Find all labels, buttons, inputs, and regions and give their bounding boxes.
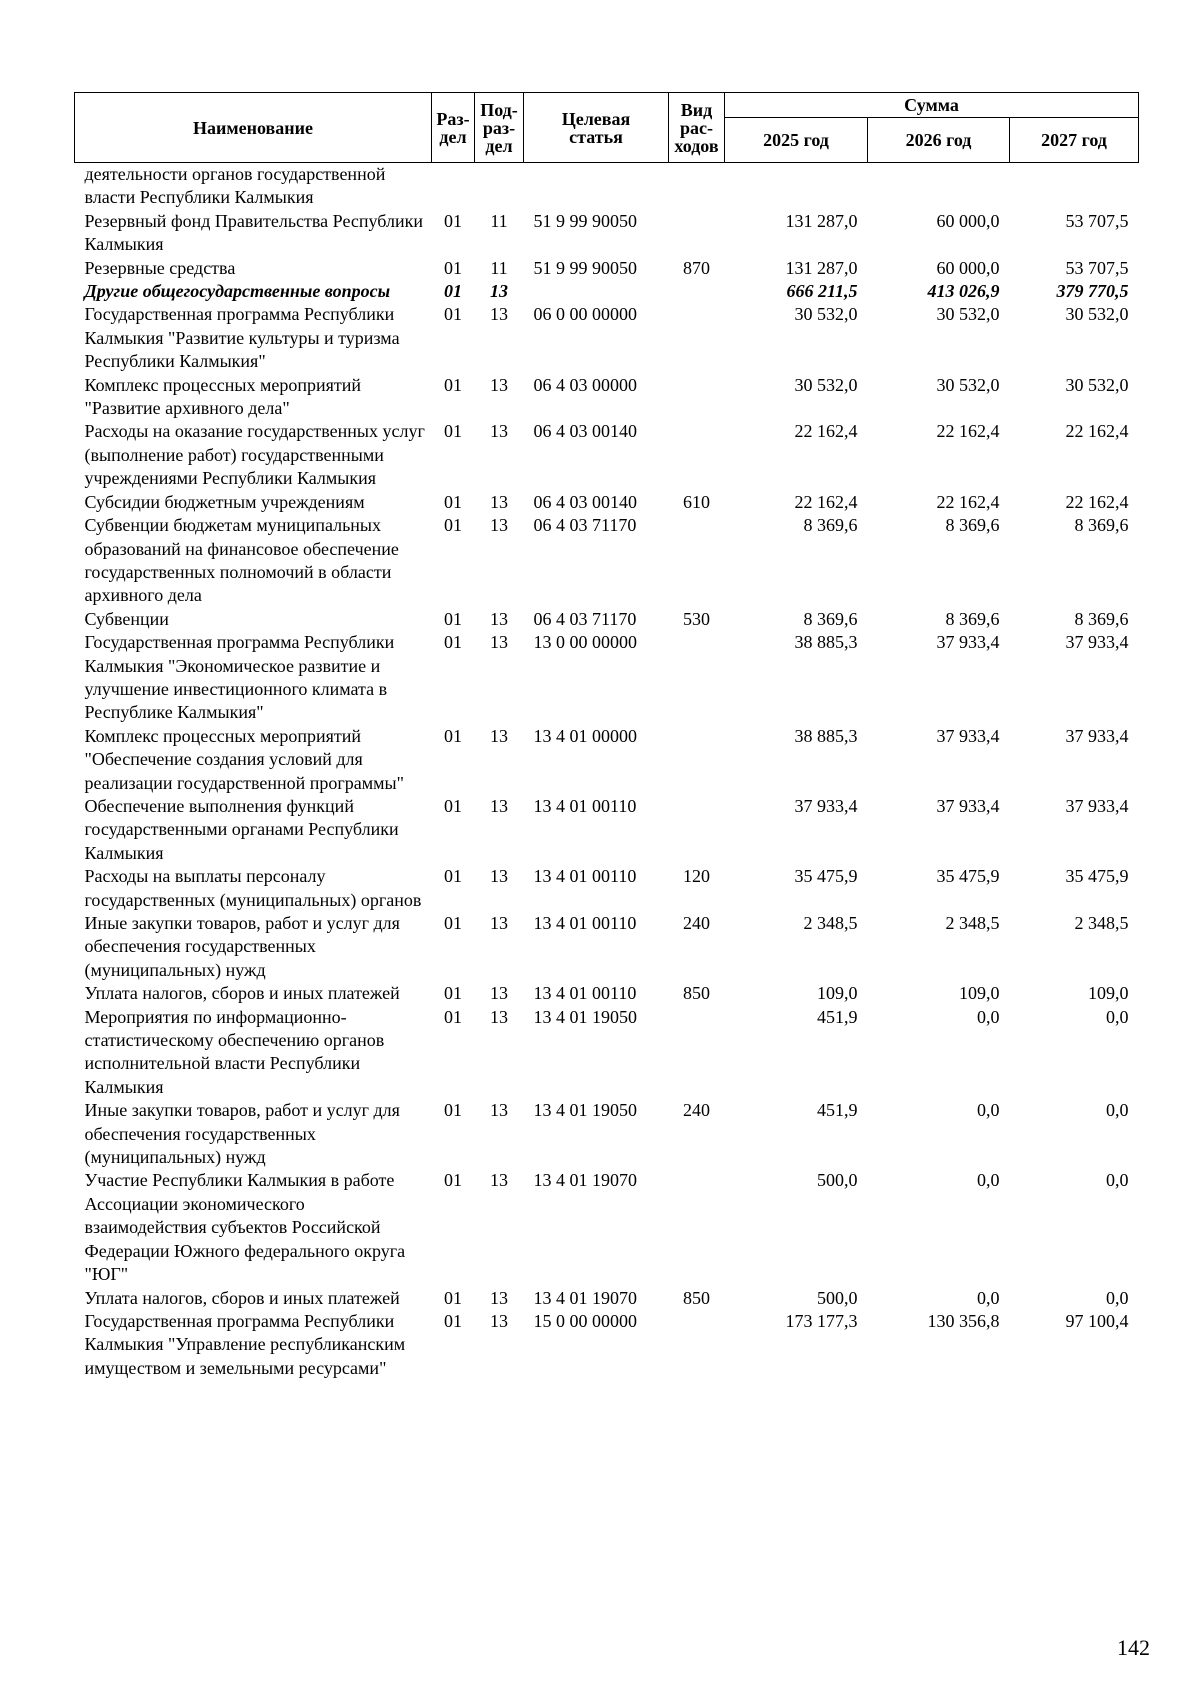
cell-name: Расходы на оказание государственных услуг (выполнение работ) государственными учреждениями Республики Калмыкия — [84, 421, 425, 489]
table-row — [75, 514, 1139, 608]
cell-celevaya-statya — [524, 280, 669, 303]
cell-vid-rashodov — [669, 374, 725, 421]
cell-name: Иные закупки товаров, работ и услуг для обеспечения государственных (муниципальных) нужд — [84, 913, 400, 980]
cell-name: Уплата налогов, сборов и иных платежей — [84, 1287, 400, 1308]
cell-celevaya-statya: 13 4 01 00110 — [533, 795, 637, 816]
cell-razdel: 01 — [444, 257, 462, 278]
cell-2025: 38 885,3 — [794, 725, 858, 746]
cell-2027: 0,0 — [1106, 1170, 1129, 1191]
cell-name: Другие общегосударственные вопросы — [84, 281, 391, 302]
cell-vid-rashodov: 850 — [683, 983, 710, 1004]
cell-podrazdel: 13 — [490, 304, 508, 325]
cell-2027: 8 369,6 — [1074, 515, 1129, 536]
cell-name: Резервный фонд Правительства Республики Калмыкия — [84, 210, 423, 255]
table-row — [75, 163, 1139, 210]
cell-name: Мероприятия по информационно-статистическому обеспечению органов исполнительной власти Республики Калмыкия — [84, 1006, 385, 1097]
table-row — [75, 1006, 1139, 1100]
cell-2027: 0,0 — [1106, 1100, 1129, 1121]
cell-name: Комплекс процессных мероприятий "Обеспечение создания условий для реализации государственной программы" — [84, 725, 404, 793]
cell-razdel: 01 — [444, 421, 462, 442]
cell-podrazdel: 13 — [490, 725, 508, 746]
cell-podrazdel: 13 — [490, 374, 508, 395]
cell-2026: 22 162,4 — [936, 421, 1000, 442]
cell-razdel: 01 — [444, 491, 462, 512]
cell-2027: 37 933,4 — [1065, 795, 1129, 816]
cell-2027: 30 532,0 — [1065, 304, 1129, 325]
cell-name: Участие Республики Калмыкия в работе Ассоциации экономического взаимодействия субъектов Российской Федерации Южного федерального округа "ЮГ" — [84, 1170, 406, 1285]
budget-table — [74, 92, 1139, 1380]
cell-vid-rashodov — [669, 210, 725, 257]
table-row — [75, 1169, 1139, 1286]
cell-vid-rashodov: 530 — [683, 608, 710, 629]
cell-celevaya-statya: 13 4 01 19050 — [533, 1006, 637, 1027]
cell-razdel: 01 — [444, 1006, 462, 1027]
cell-razdel: 01 — [444, 1170, 462, 1191]
table-row — [75, 210, 1139, 257]
cell-celevaya-statya: 06 4 03 00000 — [533, 374, 637, 395]
cell-podrazdel — [475, 163, 524, 210]
cell-2026: 0,0 — [977, 1100, 1000, 1121]
cell-2026: 0,0 — [977, 1287, 1000, 1308]
cell-podrazdel: 13 — [490, 913, 508, 933]
table-row — [75, 608, 1139, 631]
cell-2027: 35 475,9 — [1065, 866, 1129, 887]
cell-vid-rashodov — [669, 795, 725, 865]
table-row — [75, 374, 1139, 421]
table-row — [75, 1287, 1139, 1310]
cell-razdel: 01 — [444, 725, 462, 746]
header-razdel: Раз- дел — [432, 93, 475, 163]
cell-2027: 0,0 — [1106, 1006, 1129, 1027]
cell-podrazdel: 13 — [490, 515, 508, 536]
header-podrazdel: Под- раз- дел — [475, 93, 524, 163]
cell-2025: 35 475,9 — [794, 866, 858, 887]
cell-vid-rashodov — [669, 163, 725, 210]
cell-2027: 30 532,0 — [1065, 374, 1129, 395]
cell-celevaya-statya: 13 4 01 00110 — [533, 913, 637, 933]
cell-vid-rashodov — [669, 1169, 725, 1286]
cell-2026: 22 162,4 — [936, 491, 1000, 512]
cell-2025: 131 287,0 — [785, 210, 858, 231]
cell-vid-rashodov: 120 — [683, 866, 710, 887]
cell-celevaya-statya: 13 0 00 00000 — [533, 632, 637, 653]
table-row — [75, 280, 1139, 303]
cell-razdel: 01 — [444, 515, 462, 536]
cell-vid-rashodov — [669, 420, 725, 490]
table-row — [75, 912, 1139, 982]
header-name: Наименование — [75, 93, 432, 163]
cell-podrazdel: 13 — [490, 1006, 508, 1027]
cell-name: Субвенции бюджетам муниципальных образований на финансовое обеспечение государственных полномочий в области архивного дела — [84, 515, 399, 606]
cell-name: Государственная программа Республики Калмыкия "Экономическое развитие и улучшение инвестиционного климата в Республике Калмыкия" — [84, 632, 395, 723]
table-row — [75, 1099, 1139, 1169]
cell-2026: 0,0 — [977, 1170, 1000, 1191]
cell-2027: 22 162,4 — [1065, 491, 1129, 512]
cell-2025: 131 287,0 — [785, 257, 858, 278]
table-row — [75, 491, 1139, 514]
cell-vid-rashodov: 850 — [683, 1287, 710, 1308]
cell-podrazdel: 13 — [490, 866, 508, 887]
cell-vid-rashodov — [669, 1006, 725, 1100]
cell-razdel — [432, 163, 475, 210]
cell-2025: 2 348,5 — [803, 913, 858, 933]
cell-podrazdel: 13 — [490, 1170, 508, 1191]
cell-2027: 109,0 — [1088, 983, 1129, 1004]
cell-podrazdel: 13 — [490, 1310, 508, 1331]
cell-razdel: 01 — [444, 374, 462, 395]
cell-vid-rashodov — [669, 631, 725, 725]
table-row — [75, 420, 1139, 490]
cell-2026: 60 000,0 — [936, 257, 1000, 278]
cell-2025: 451,9 — [817, 1100, 858, 1121]
cell-celevaya-statya: 06 4 03 00140 — [533, 421, 637, 442]
cell-podrazdel: 13 — [490, 1100, 508, 1121]
cell-name: Обеспечение выполнения функций государственными органами Республики Калмыкия — [84, 795, 399, 863]
cell-razdel: 01 — [444, 983, 462, 1004]
cell-2025: 22 162,4 — [794, 421, 858, 442]
cell-2025: 109,0 — [817, 983, 858, 1004]
table-row — [75, 1310, 1139, 1380]
cell-2027: 0,0 — [1106, 1287, 1129, 1308]
cell-celevaya-statya: 51 9 99 90050 — [533, 257, 637, 278]
cell-vid-rashodov — [669, 514, 725, 608]
cell-2025: 38 885,3 — [794, 632, 858, 653]
cell-podrazdel: 11 — [490, 257, 508, 278]
cell-podrazdel: 13 — [490, 491, 508, 512]
cell-2025 — [725, 163, 868, 210]
cell-2026: 30 532,0 — [936, 374, 1000, 395]
cell-2026: 60 000,0 — [936, 210, 1000, 231]
cell-celevaya-statya: 13 4 01 19070 — [533, 1287, 637, 1308]
table-row — [75, 795, 1139, 865]
header-vid-rashodov: Вид рас- ходов — [669, 93, 725, 163]
cell-celevaya-statya: 13 4 01 19050 — [533, 1100, 637, 1121]
cell-celevaya-statya: 06 4 03 00140 — [533, 491, 637, 512]
cell-name: Комплекс процессных мероприятий "Развитие архивного дела" — [84, 374, 362, 419]
cell-2026: 8 369,6 — [945, 515, 1000, 536]
cell-podrazdel: 11 — [490, 210, 508, 231]
cell-vid-rashodov: 610 — [683, 491, 710, 512]
cell-celevaya-statya: 06 4 03 71170 — [533, 608, 637, 629]
cell-podrazdel: 13 — [490, 632, 508, 653]
table-row — [75, 982, 1139, 1005]
cell-razdel: 01 — [444, 608, 462, 629]
cell-celevaya-statya: 51 9 99 90050 — [533, 210, 637, 231]
cell-razdel: 01 — [444, 632, 462, 653]
cell-2027 — [1010, 163, 1139, 210]
cell-2026: 0,0 — [977, 1006, 1000, 1027]
cell-name: Субвенции — [84, 608, 169, 629]
cell-2026: 30 532,0 — [936, 304, 1000, 325]
cell-celevaya-statya: 06 0 00 00000 — [533, 304, 637, 325]
cell-2026: 37 933,4 — [936, 632, 1000, 653]
cell-vid-rashodov — [669, 1310, 725, 1380]
cell-vid-rashodov: 240 — [683, 913, 710, 933]
cell-name: Иные закупки товаров, работ и услуг для обеспечения государственных (муниципальных) нужд — [84, 1100, 400, 1168]
cell-2025: 500,0 — [817, 1287, 858, 1308]
cell-2026: 37 933,4 — [936, 795, 1000, 816]
cell-2026: 413 026,9 — [927, 281, 1000, 302]
cell-podrazdel: 13 — [490, 1287, 508, 1308]
cell-razdel: 01 — [444, 1310, 462, 1331]
cell-celevaya-statya: 13 4 01 19070 — [533, 1170, 637, 1191]
cell-razdel: 01 — [444, 795, 462, 816]
cell-name: Уплата налогов, сборов и иных платежей — [84, 983, 400, 1004]
table-row — [75, 631, 1139, 725]
cell-2025: 8 369,6 — [803, 515, 858, 536]
cell-2025: 30 532,0 — [794, 304, 858, 325]
cell-razdel: 01 — [444, 304, 462, 325]
table-header — [75, 93, 1139, 163]
cell-2027: 37 933,4 — [1065, 725, 1129, 746]
cell-2026: 130 356,8 — [927, 1310, 1000, 1331]
cell-celevaya-statya: 13 4 01 00000 — [533, 725, 637, 746]
cell-2026: 37 933,4 — [936, 725, 1000, 746]
cell-razdel: 01 — [444, 866, 462, 887]
header-year-2025: 2025 год — [725, 118, 868, 163]
cell-vid-rashodov — [669, 303, 725, 373]
cell-podrazdel: 13 — [490, 608, 508, 629]
table-row — [75, 865, 1139, 912]
cell-2026: 109,0 — [959, 983, 1000, 1004]
cell-2027: 379 770,5 — [1056, 281, 1129, 302]
cell-2025: 8 369,6 — [803, 608, 858, 629]
cell-razdel: 01 — [444, 210, 462, 231]
cell-name: Расходы на выплаты персоналу государственных (муниципальных) органов — [84, 866, 422, 910]
table-row — [75, 257, 1139, 280]
cell-2027: 8 369,6 — [1074, 608, 1129, 629]
cell-2026 — [868, 163, 1010, 210]
cell-2026: 2 348,5 — [945, 913, 1000, 933]
cell-2025: 30 532,0 — [794, 374, 858, 395]
cell-2027: 22 162,4 — [1065, 421, 1129, 442]
cell-2027: 53 707,5 — [1065, 257, 1129, 278]
cell-2025: 666 211,5 — [786, 281, 858, 302]
cell-celevaya-statya: 06 4 03 71170 — [533, 515, 637, 536]
cell-2027: 37 933,4 — [1065, 632, 1129, 653]
table-body — [75, 163, 1139, 1381]
cell-2025: 451,9 — [817, 1006, 858, 1027]
cell-celevaya-statya: 15 0 00 00000 — [533, 1310, 637, 1331]
cell-2027: 97 100,4 — [1065, 1310, 1129, 1331]
header-summa: Сумма — [725, 93, 1139, 118]
cell-razdel: 01 — [444, 281, 462, 302]
table-row — [75, 303, 1139, 373]
table-row — [75, 725, 1139, 795]
cell-celevaya-statya: 13 4 01 00110 — [533, 866, 637, 887]
cell-2025: 37 933,4 — [794, 795, 858, 816]
cell-2025: 22 162,4 — [794, 491, 858, 512]
cell-2027: 2 348,5 — [1074, 913, 1129, 933]
cell-name: деятельности органов государственной власти Республики Калмыкия — [84, 164, 386, 208]
cell-podrazdel: 13 — [490, 795, 508, 816]
cell-2025: 500,0 — [817, 1170, 858, 1191]
cell-razdel: 01 — [444, 1287, 462, 1308]
cell-razdel: 01 — [444, 1100, 462, 1121]
cell-vid-rashodov: 870 — [683, 257, 710, 278]
cell-name: Резервные средства — [84, 257, 236, 278]
cell-2027: 53 707,5 — [1065, 210, 1129, 231]
header-year-2026: 2026 год — [868, 118, 1010, 163]
page-number: 142 — [1117, 1635, 1150, 1660]
cell-name: Государственная программа Республики Калмыкия "Развитие культуры и туризма Республики Калмыкия" — [84, 304, 400, 372]
cell-2026: 8 369,6 — [945, 608, 1000, 629]
cell-vid-rashodov — [669, 280, 725, 303]
header-year-2027: 2027 год — [1010, 118, 1139, 163]
cell-name: Субсидии бюджетным учреждениям — [84, 491, 365, 512]
cell-2026: 35 475,9 — [936, 866, 1000, 887]
cell-podrazdel: 13 — [490, 281, 508, 302]
cell-podrazdel: 13 — [490, 421, 508, 442]
cell-celevaya-statya — [524, 163, 669, 210]
cell-vid-rashodov: 240 — [683, 1100, 710, 1121]
cell-celevaya-statya: 13 4 01 00110 — [533, 983, 637, 1004]
cell-podrazdel: 13 — [490, 983, 508, 1004]
cell-2025: 173 177,3 — [785, 1310, 858, 1331]
cell-vid-rashodov — [669, 725, 725, 795]
cell-razdel: 01 — [444, 913, 462, 933]
header-celevaya-statya: Целевая статья — [524, 93, 669, 163]
cell-name: Государственная программа Республики Калмыкия "Управление республиканским имуществом и земельными ресурсами" — [84, 1310, 406, 1378]
